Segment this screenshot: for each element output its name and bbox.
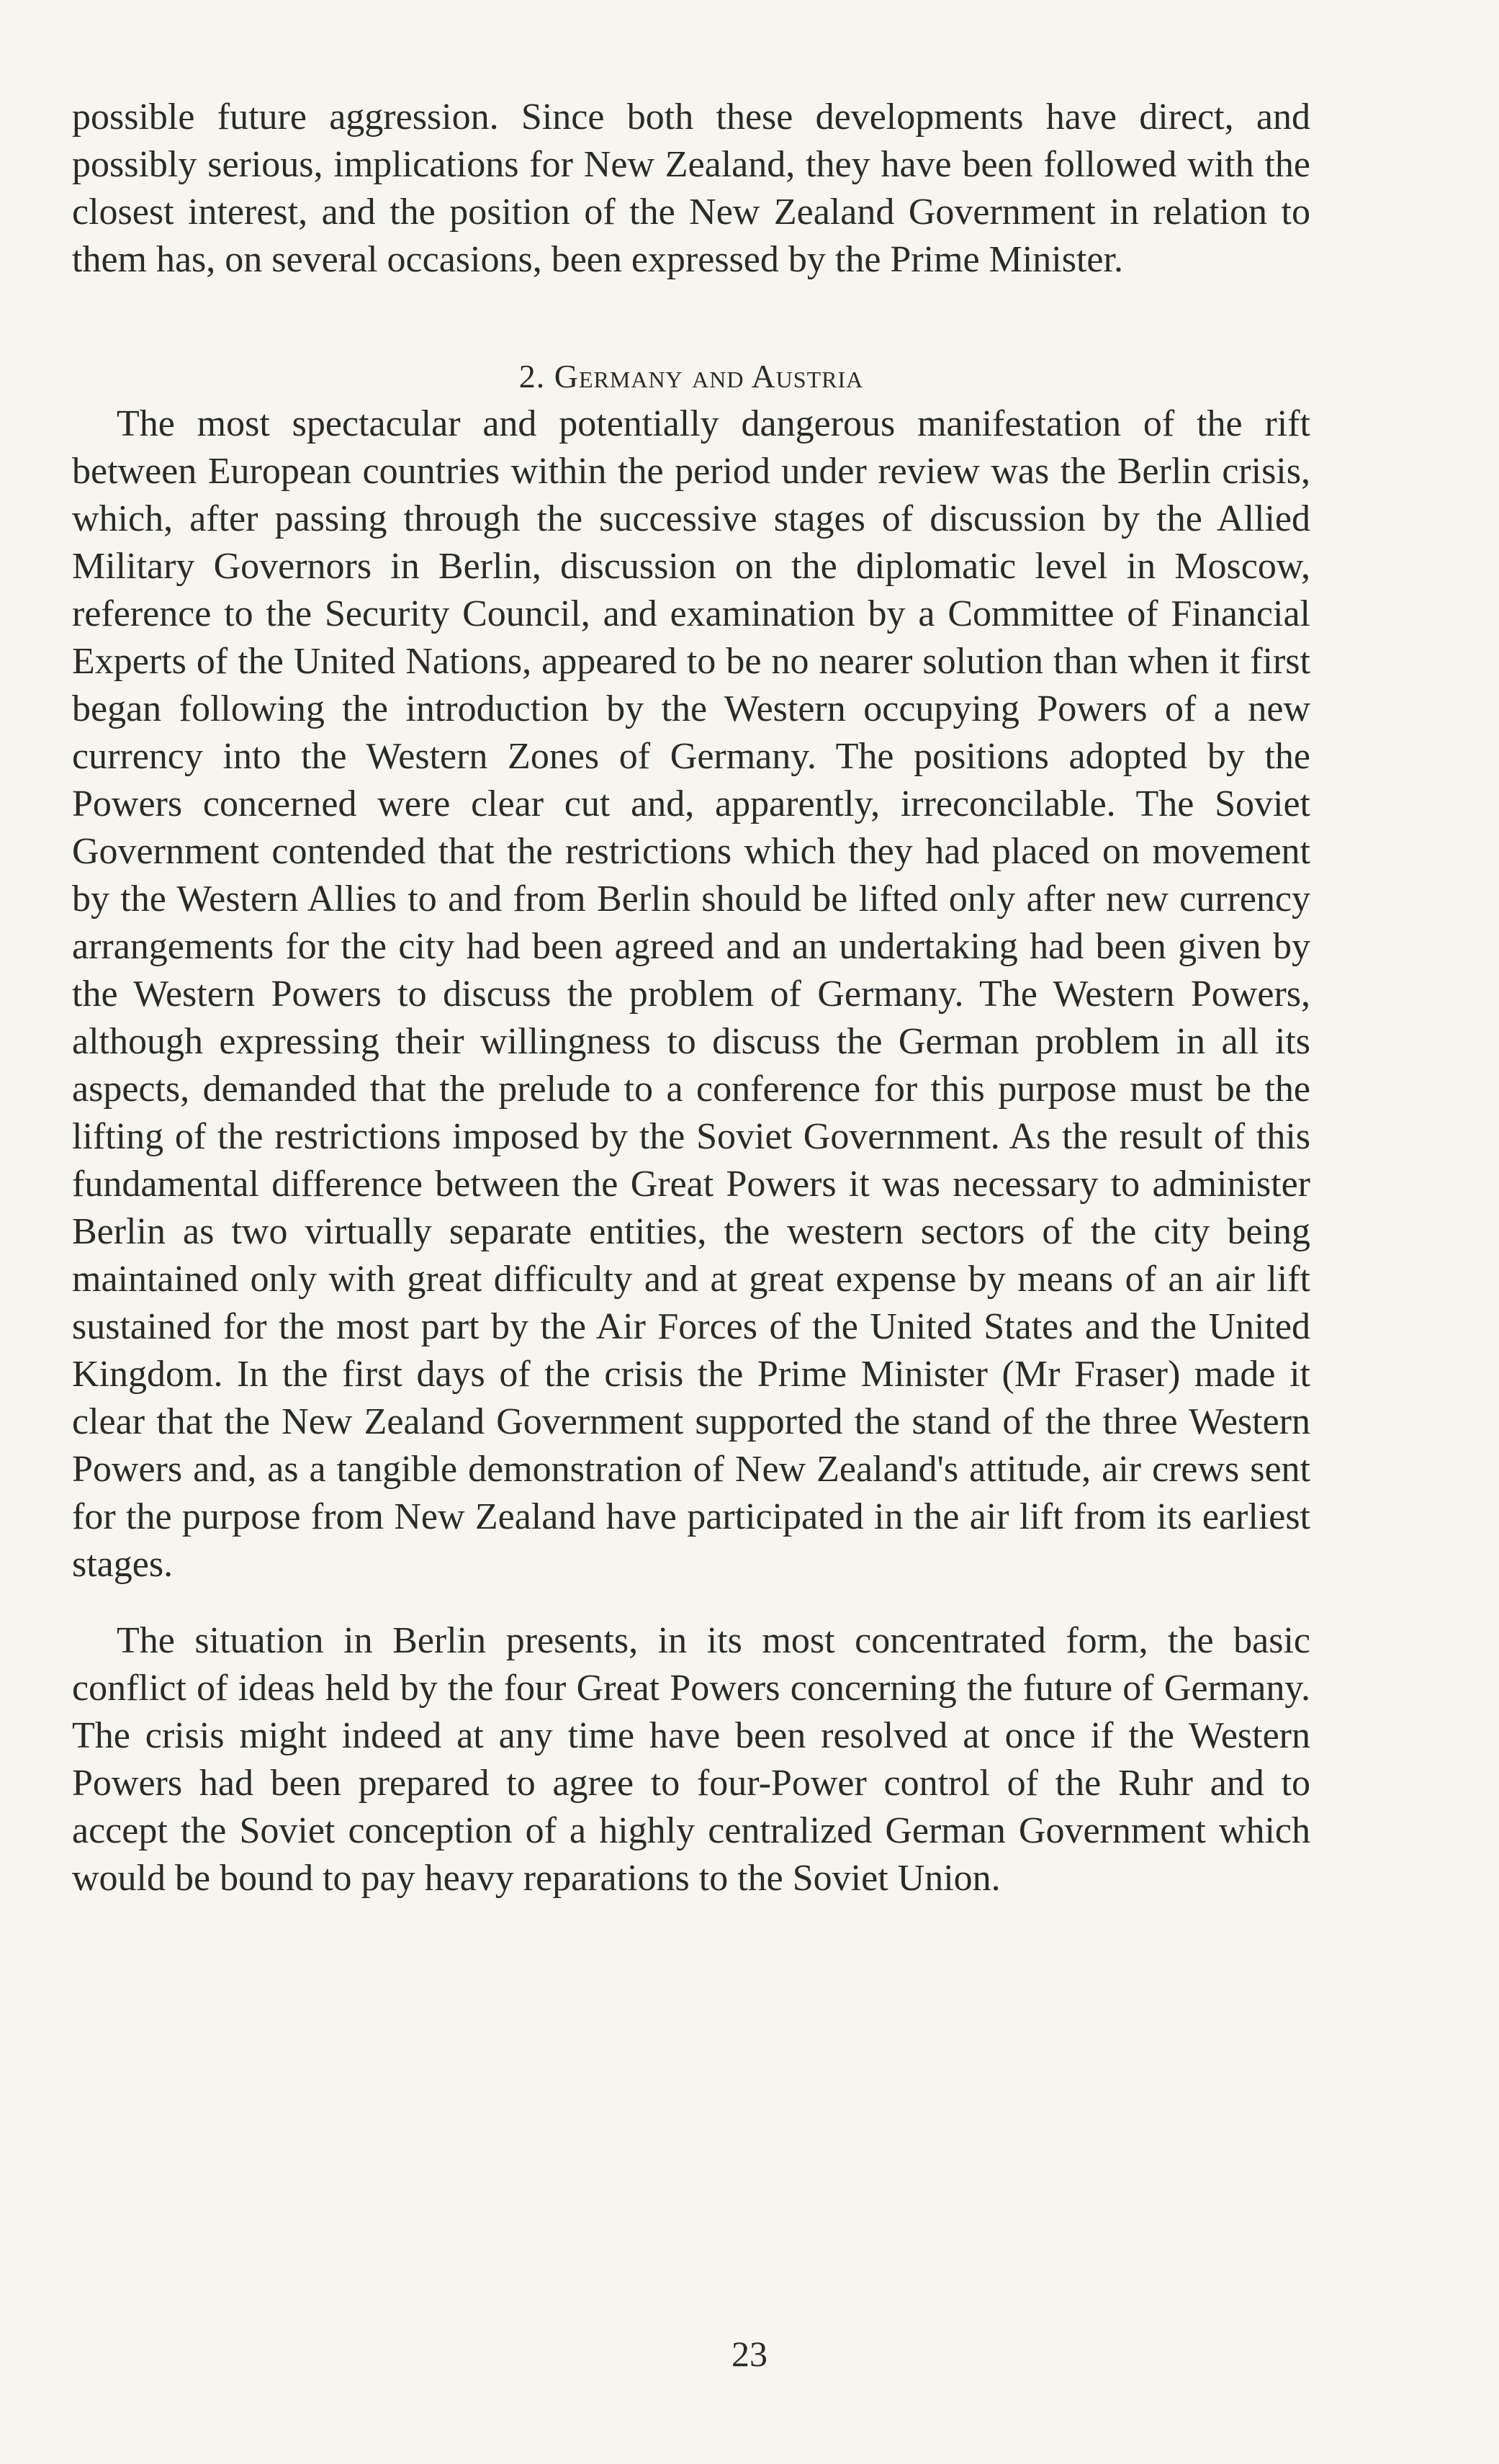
paragraph-continuation: possible future aggression. Since both these developments have direct, and possibly serious, implications for New Zealand, they have been followed with the closest interest, and the position of the New Zealand Government in relation to them has, on several occasions, been expressed by the Prime Minister. [72, 96, 1310, 280]
section-heading [72, 353, 1310, 400]
page-number: 23 [732, 2334, 767, 2374]
paragraph-berlin-crisis: The most spectacular and potentially dangerous manifestation of the rift between European countries within the period under review was the Berlin crisis, which, after passing through the successive stages of discussion by the Allied Military Governors in Berlin, discussion on the diplomatic level in Moscow, reference to the Security Council, and examination by a Committee of Financial Experts of the United Nations, appeared to be no nearer solution than when it first began following the introduction by the Western occupying Powers of a new currency into the Western Zones of Germany. The positions adopted by the Powers concerned were clear cut and, apparently, irreconcilable. The Soviet Government contended that the restrictions which they had placed on movement by the Western Allies to and from Berlin should be lifted only after new currency arrangements for the city had been agreed and an undertaking had been given by the Western Powers to discuss the problem of Germany. The Western Powers, although expressing their willingness to discuss the German problem in all its aspects, demanded that the prelude to a conference for this purpose must be the lifting of the restrictions imposed by the Soviet Government. As the result of this fundamental difference between the Great Powers it was necessary to administer Berlin as two virtually separate entities, the western sectors of the city being maintained only with great difficulty and at great expense by means of an air lift sustained for the most part by the Air Forces of the United States and the United Kingdom. In the first days of the crisis the Prime Minister (Mr Fraser) made it clear that the New Zealand Government supported the stand of the three Western Powers and, as a tangible demonstration of New Zealand's attitude, air crews sent for the purpose from New Zealand have participated in the air lift from its earliest stages. [72, 403, 1310, 1585]
paragraph-berlin-situation: The situation in Berlin presents, in its most concentrated form, the basic conflict of ideas held by the four Great Powers concerning the future of Germany. The crisis might indeed at any time have been resolved at once if the Western Powers had been prepared to agree to four-Power control of the Ruhr and to accept the Soviet conception of a highly centralized German Government which would be bound to pay heavy reparations to the Soviet Union. [72, 1620, 1310, 1899]
page-body [72, 94, 1310, 1902]
section-number: 2. [518, 358, 546, 395]
section-title: Germany and Austria [554, 358, 864, 395]
